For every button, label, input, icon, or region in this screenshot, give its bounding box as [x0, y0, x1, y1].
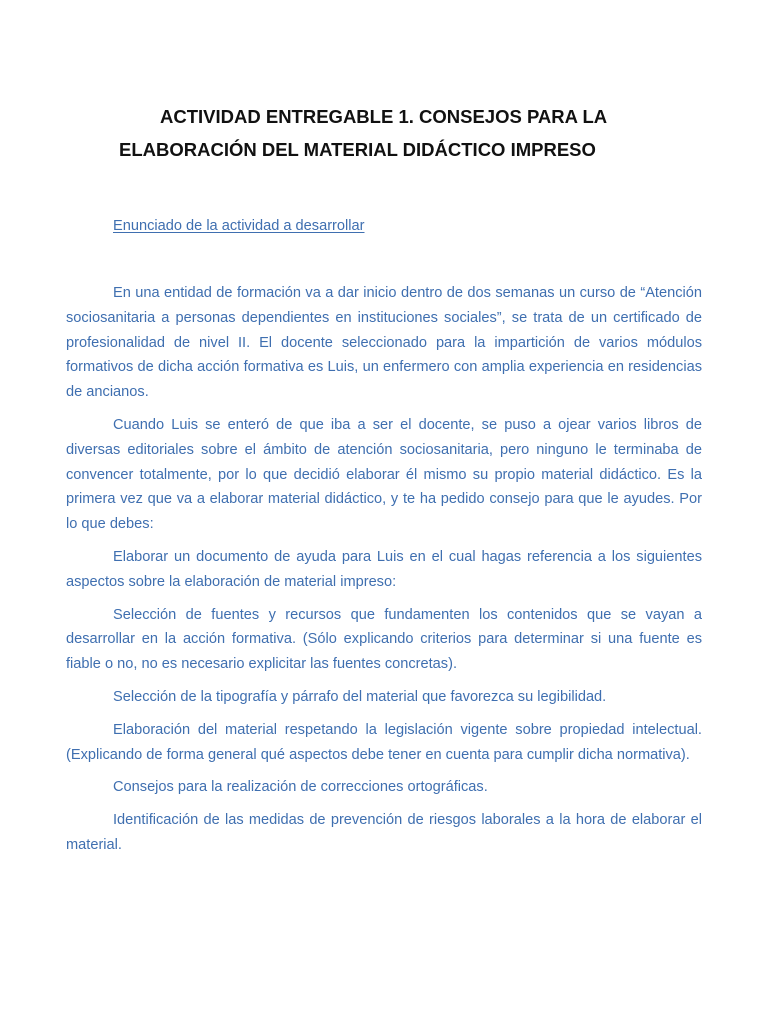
document-title-line-2: ELABORACIÓN DEL MATERIAL DIDÁCTICO IMPRESO: [119, 139, 596, 160]
paragraph-aspect-legislation: Elaboración del material respetando la legislación vigente sobre propiedad intelectual. (Explicando de forma general qué aspectos debe tener en cuenta para cumplir dicha normativa).: [66, 721, 702, 763]
paragraph-task: Elaborar un documento de ayuda para Luis en el cual hagas referencia a los siguientes aspectos sobre la elaboración de material impreso:: [66, 548, 702, 590]
activity-body: [66, 281, 702, 866]
paragraph-aspect-risk-prevention: Identificación de las medidas de prevención de riesgos laborales a la hora de elaborar el material.: [66, 812, 702, 853]
paragraph-aspect-typography: Selección de la tipografía y párrafo del material que favorezca su legibilidad.: [113, 688, 607, 705]
paragraph-context: En una entidad de formación va a dar inicio dentro de dos semanas un curso de “Atención sociosanitaria a personas dependientes en instituciones sociales”, se trata de un certificado de profesionalidad de nivel II. El docente seleccionado para la impartición de varios módulos formativos de dicha acción formativa es Luis, un enfermero con amplia experiencia en residencias de ancianos.: [66, 285, 702, 401]
activity-subheading: Enunciado de la actividad a desarrollar: [113, 218, 365, 234]
paragraph-aspect-corrections: Consejos para la realización de correcciones ortográficas.: [113, 779, 488, 796]
document-title: [66, 100, 702, 166]
paragraph-aspect-sources: Selección de fuentes y recursos que fundamenten los contenidos que se vayan a desarrollar en la acción formativa. (Sólo explicando criterios para determinar si una fuente es fiable o no, no es necesario explicitar las fuentes concretas).: [66, 606, 702, 673]
document-title-line-1: ACTIVIDAD ENTREGABLE 1. CONSEJOS PARA LA: [160, 106, 608, 127]
paragraph-situation: Cuando Luis se enteró de que iba a ser el docente, se puso a ojear varios libros de diversas editoriales sobre el ámbito de atención sociosanitaria, pero ninguno le terminaba de convencer totalmente, por lo que decidió elaborar él mismo su propio material didáctico. Es la primera vez que va a elaborar material didáctico, y te ha pedido consejo para que le ayudes. Por lo que debes:: [66, 416, 702, 533]
